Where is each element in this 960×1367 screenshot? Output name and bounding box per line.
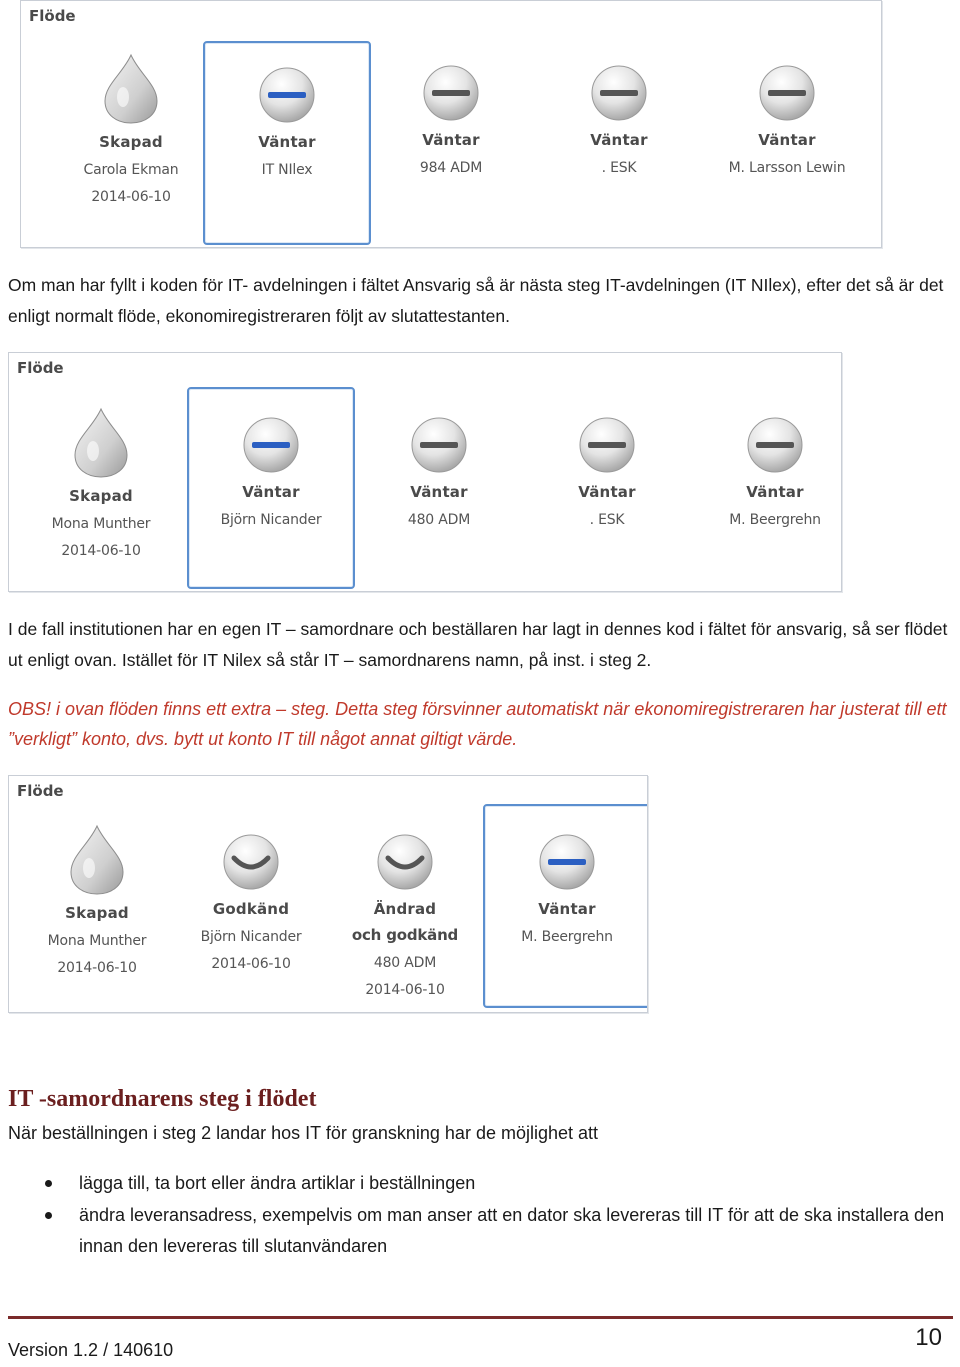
flow-panel-title: Flöde — [29, 7, 76, 25]
footer-divider — [8, 1316, 953, 1319]
step-person: M. Beergrehn — [521, 929, 613, 945]
flow-step-waiting[interactable] — [693, 415, 842, 528]
step-person: Björn Nicander — [200, 929, 302, 945]
step-status: Skapad — [99, 133, 163, 151]
step-person: Carola Ekman — [83, 162, 179, 178]
step-status: Väntar — [258, 133, 316, 151]
section-intro: När beställningen i steg 2 landar hos IT för granskning har de möjlighet att — [8, 1123, 599, 1143]
step-status: Väntar — [746, 483, 804, 501]
step-date: 2014-06-10 — [57, 960, 137, 976]
drop-icon — [67, 824, 127, 896]
waiting-icon — [577, 415, 637, 475]
step-status: Väntar — [242, 483, 300, 501]
list-item — [0, 1200, 945, 1262]
section-heading: IT -samordnarens steg i flödet — [8, 1086, 317, 1112]
step-person: 984 ADM — [419, 160, 483, 176]
flow-step-current[interactable] — [203, 41, 371, 245]
flow-panel-title: Flöde — [17, 359, 64, 377]
step-person: M. Larsson Lewin — [728, 160, 846, 176]
step-status: Väntar — [422, 131, 480, 149]
step-person: . ESK — [601, 160, 637, 176]
flow-panel-title: Flöde — [17, 782, 64, 800]
waiting-icon — [589, 63, 649, 123]
waiting-active-icon — [241, 415, 301, 475]
obs-note: OBS! i ovan flöden finns ett extra – steg. Detta steg försvinner automatiskt när ekonomiregistreraren har justerat till ett ”verkligt” konto, dvs. bytt ut konto IT till något annat giltigt värde. — [8, 699, 947, 749]
step-person: 480 ADM — [407, 512, 471, 528]
flow-panel-3 — [8, 775, 648, 1013]
capability-list — [0, 1168, 945, 1263]
flow-step-waiting[interactable] — [525, 415, 689, 528]
flow-step-created[interactable] — [19, 407, 183, 559]
footer-version: Version 1.2 / 140610 — [8, 1340, 174, 1360]
step-status: Väntar — [590, 131, 648, 149]
step-status: Väntar — [538, 900, 596, 918]
step-person: Mona Munther — [47, 933, 147, 949]
step-date: 2014-06-10 — [91, 189, 171, 205]
step-status: Skapad — [65, 904, 129, 922]
drop-icon — [101, 53, 161, 125]
step-status: Väntar — [758, 131, 816, 149]
step-person: IT NIlex — [261, 162, 313, 178]
waiting-icon — [745, 415, 805, 475]
list-item — [0, 1168, 945, 1199]
flow-step-waiting[interactable] — [705, 63, 869, 176]
step-status: Skapad — [69, 487, 133, 505]
flow-step-waiting[interactable] — [369, 63, 533, 176]
step-person: Mona Munther — [51, 516, 151, 532]
flow-step-created[interactable] — [49, 53, 213, 205]
waiting-active-icon — [257, 65, 317, 125]
flow-step-approved[interactable] — [169, 832, 333, 972]
flow-step-current[interactable] — [483, 804, 648, 1008]
waiting-icon — [421, 63, 481, 123]
bullet-icon — [45, 1212, 52, 1219]
bullet-icon — [45, 1180, 52, 1187]
step-person: Björn Nicander — [220, 512, 322, 528]
flow-step-changed-approved[interactable] — [323, 832, 487, 998]
step-status: Väntar — [578, 483, 636, 501]
waiting-icon — [409, 415, 469, 475]
flow-panel-2 — [8, 352, 842, 592]
approved-icon — [221, 832, 281, 892]
step-person: 480 ADM — [373, 955, 437, 971]
waiting-active-icon — [537, 832, 597, 892]
flow-step-created[interactable] — [15, 824, 179, 976]
step-date: 2014-06-10 — [211, 956, 291, 972]
flow-step-waiting[interactable] — [537, 63, 701, 176]
step-status: Väntar — [410, 483, 468, 501]
step-date: 2014-06-10 — [61, 543, 141, 559]
flow-step-waiting[interactable] — [357, 415, 521, 528]
step-person: . ESK — [589, 512, 625, 528]
drop-icon — [71, 407, 131, 479]
approved-icon — [375, 832, 435, 892]
list-item-text: ändra leveransadress, exempelvis om man anser att en dator ska levereras till IT för att de ska installera den innan den levereras till slutanvändaren — [79, 1205, 945, 1256]
step-status-line2: och godkänd — [351, 926, 459, 944]
step-status: Godkänd — [212, 900, 290, 918]
flow-panel-1 — [20, 0, 882, 248]
page-number: 10 — [915, 1324, 942, 1351]
paragraph-institution-it: I de fall institutionen har en egen IT – samordnare och beställaren har lagt in dennes kod i fältet för ansvarig, så ser flödet ut enligt ovan. Istället för IT Nilex så står IT – samordnarens namn, på inst. i steg 2. — [8, 619, 948, 670]
paragraph-it-flow: Om man har fyllt i koden för IT- avdelningen i fältet Ansvarig så är nästa steg IT-avdelningen (IT NIlex), efter det så är det enligt normalt flöde, ekonomiregistreraren följt av slutattestanten. — [8, 275, 944, 326]
list-item-text: lägga till, ta bort eller ändra artiklar i beställningen — [79, 1173, 476, 1193]
step-date: 2014-06-10 — [365, 982, 445, 998]
flow-step-current[interactable] — [187, 387, 355, 589]
waiting-icon — [757, 63, 817, 123]
step-person: M. Beergrehn — [729, 512, 821, 528]
step-status: Ändrad — [373, 900, 437, 918]
